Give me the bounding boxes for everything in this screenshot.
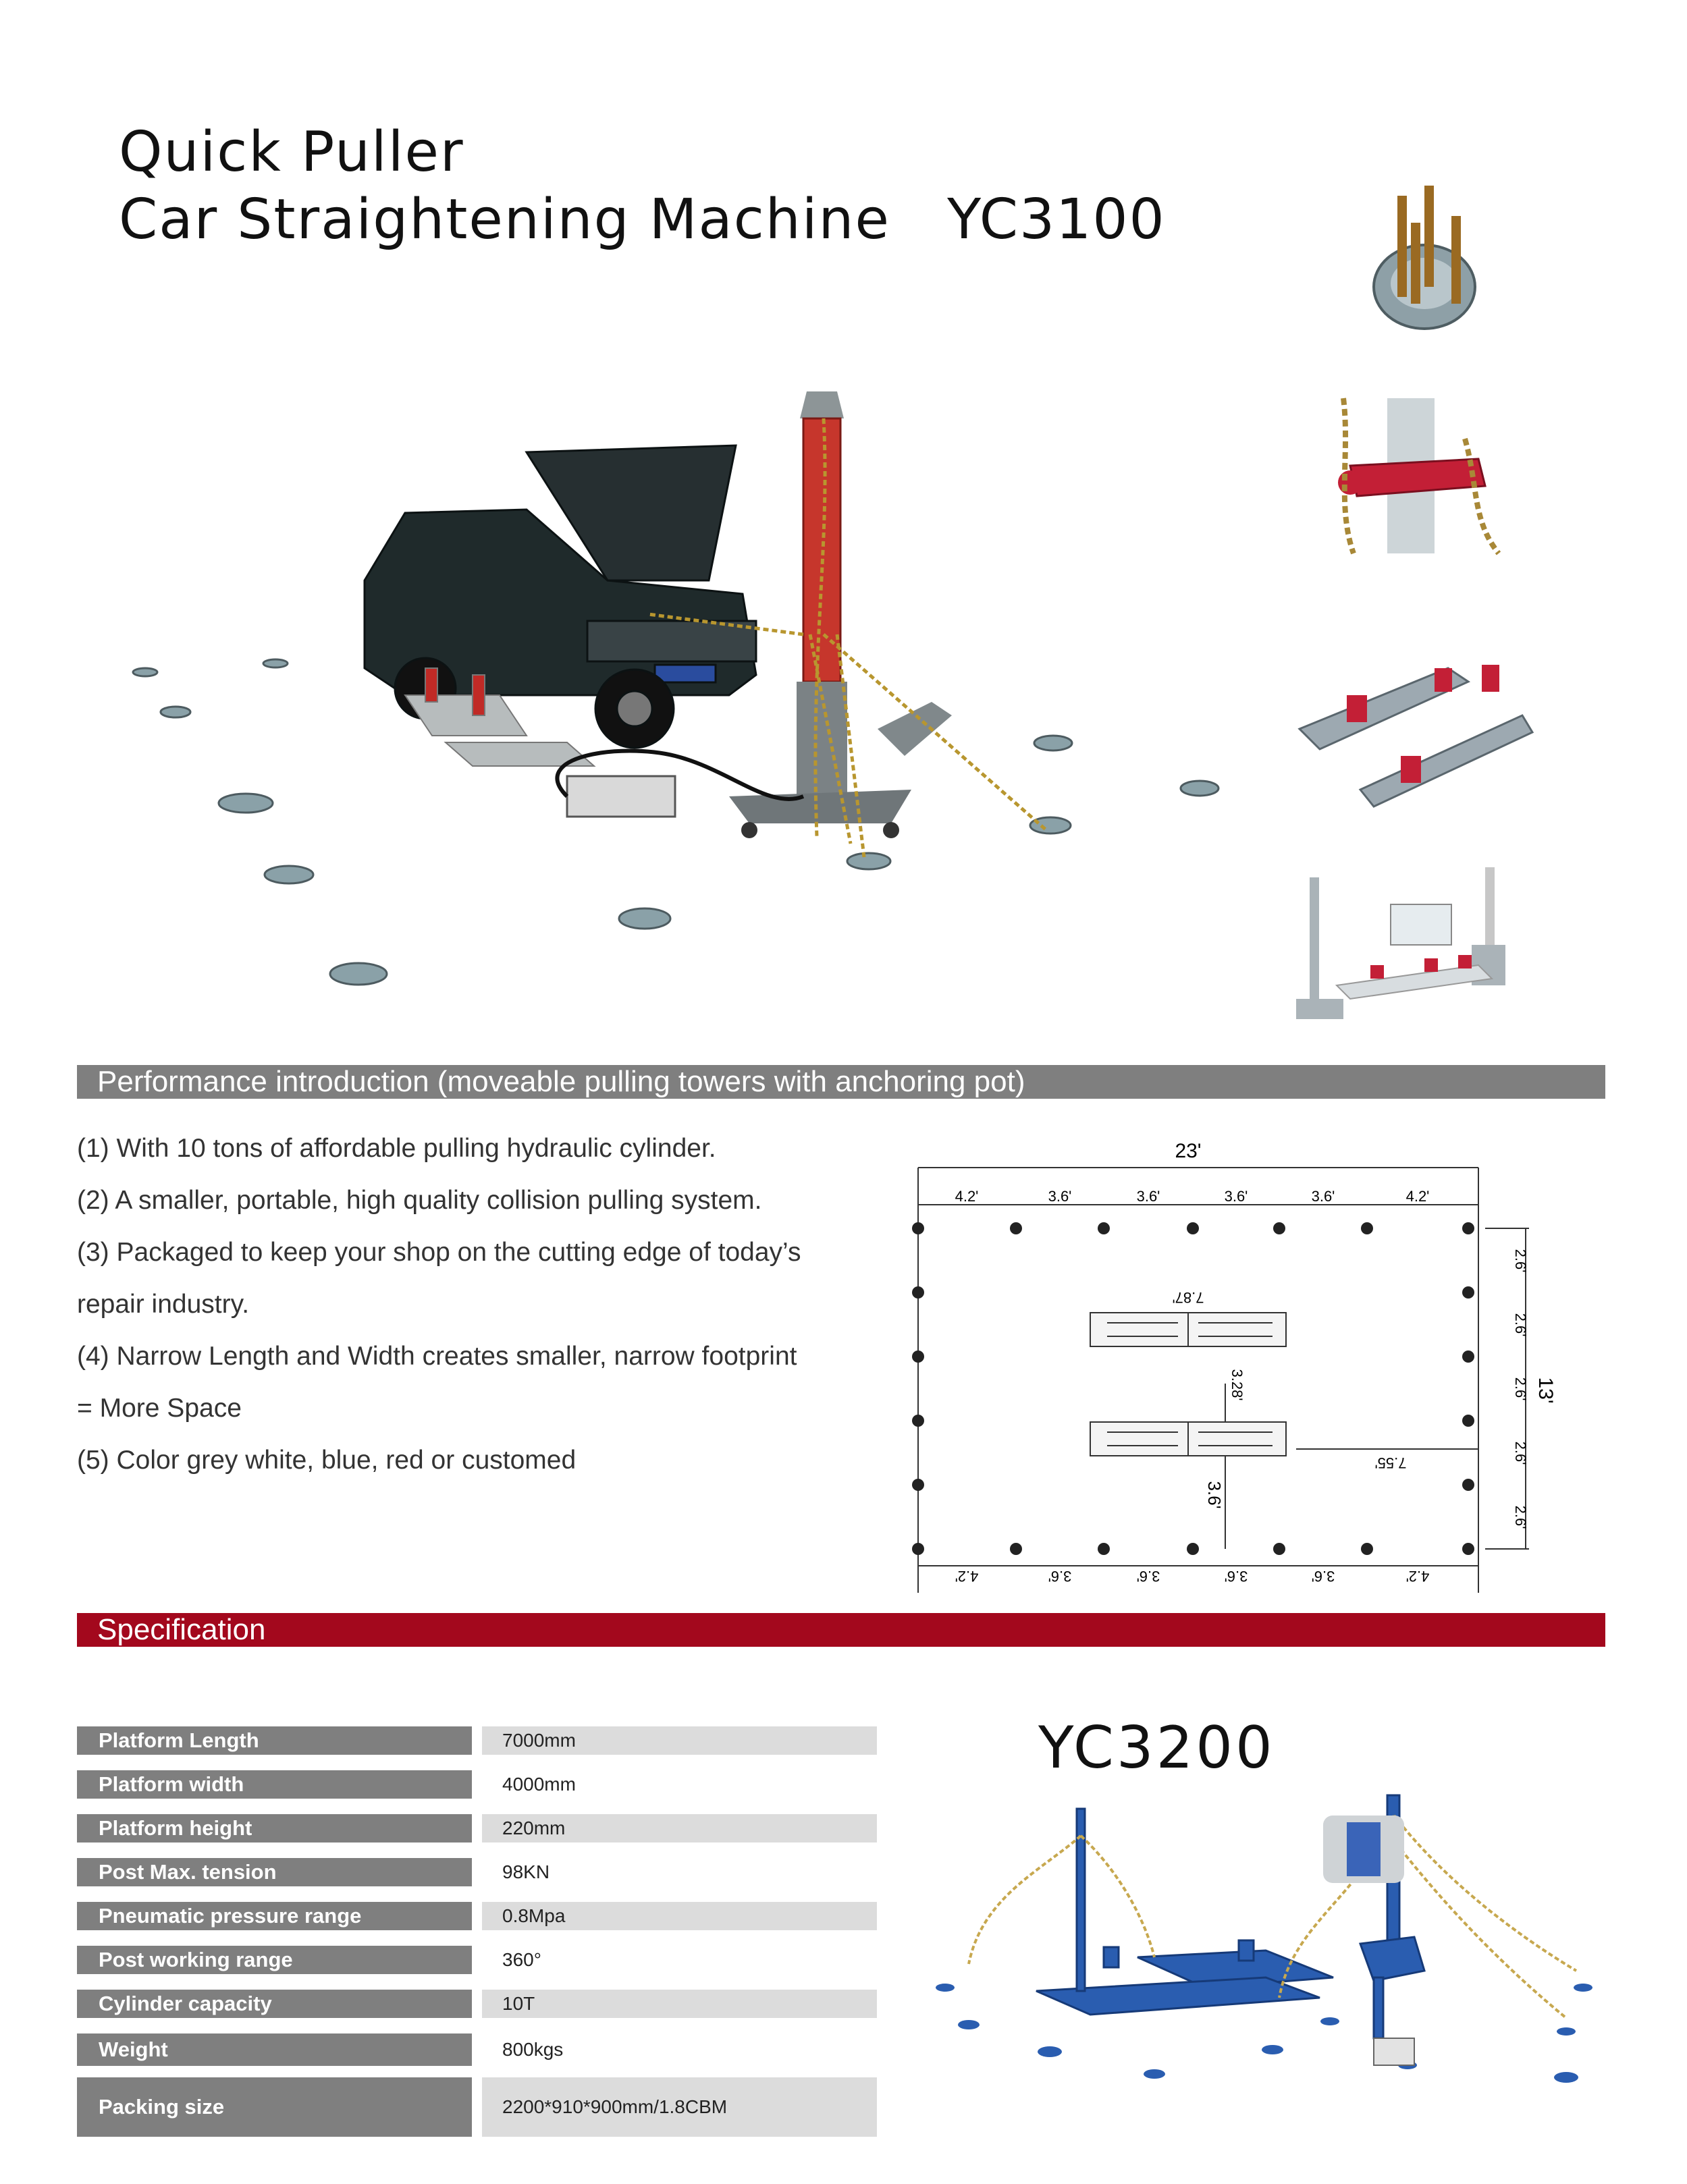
- intro-line-7: (5) Color grey white, blue, red or customed: [77, 1446, 577, 1475]
- spec-label-pneumatic-pressure: Pneumatic pressure range: [77, 1902, 472, 1930]
- center-offset-label: 3.6': [1204, 1481, 1225, 1509]
- top-segment-3: 3.6': [1136, 1188, 1160, 1205]
- spec-label-post-working-range: Post working range: [77, 1946, 472, 1974]
- overall-width-label: 23': [1175, 1140, 1202, 1162]
- spec-label-platform-width: Platform width: [77, 1770, 472, 1799]
- yc3200-photo: [928, 1795, 1597, 2099]
- spec-label-packing-size: Packing size: [77, 2077, 472, 2137]
- overall-height-label: 13': [1534, 1377, 1557, 1404]
- top-segment-1: 4.2': [955, 1188, 979, 1205]
- anchor-points: [912, 1222, 1474, 1555]
- rail-length-label: 7.87': [1172, 1289, 1204, 1306]
- right-segment-1: 2.6': [1512, 1249, 1529, 1273]
- machine-overview-icon: [1296, 864, 1505, 1039]
- yc3200-model-title: YC3200: [1038, 1714, 1275, 1782]
- performance-heading: Performance introduction (moveable pulling towers with anchoring pot): [77, 1065, 1605, 1099]
- spec-label-platform-length: Platform Length: [77, 1726, 472, 1755]
- bottom-segment-6: 4.2': [1405, 1568, 1430, 1585]
- spec-value-packing-size: 2200*910*900mm/1.8CBM: [482, 2077, 877, 2137]
- bottom-segment-3: 3.6': [1136, 1568, 1160, 1585]
- platform-rails-icon: [1300, 655, 1536, 810]
- intro-line-6: = More Space: [77, 1394, 242, 1423]
- right-segment-5: 2.6': [1512, 1505, 1529, 1529]
- spec-value-post-max-tension: 98KN: [482, 1858, 877, 1886]
- bottom-segment-1: 4.2': [955, 1568, 979, 1585]
- spec-heading: Specification: [77, 1613, 1605, 1647]
- spec-label-post-max-tension: Post Max. tension: [77, 1858, 472, 1886]
- intro-line-1: (1) With 10 tons of affordable pulling hydraulic cylinder.: [77, 1134, 716, 1163]
- yc3200-pump: [1374, 2038, 1414, 2065]
- top-segment-5: 3.6': [1311, 1188, 1335, 1205]
- bottom-segment-4: 3.6': [1224, 1568, 1248, 1585]
- spec-value-platform-length: 7000mm: [482, 1726, 877, 1755]
- intro-line-4: repair industry.: [77, 1290, 250, 1319]
- right-segment-3: 2.6': [1512, 1377, 1529, 1401]
- top-segment-2: 3.6': [1048, 1188, 1072, 1205]
- bottom-segment-5: 3.6': [1311, 1568, 1335, 1585]
- intro-line-2: (2) A smaller, portable, high quality collision pulling system.: [77, 1186, 762, 1215]
- spec-label-weight: Weight: [77, 2033, 472, 2066]
- side-offset-label: 7.55': [1374, 1454, 1407, 1471]
- rails: [1090, 1313, 1286, 1456]
- spec-value-pneumatic-pressure: 0.8Mpa: [482, 1902, 877, 1930]
- hero-photo: [122, 378, 1229, 999]
- spec-label-cylinder-capacity: Cylinder capacity: [77, 1990, 472, 2018]
- spec-label-platform-height: Platform height: [77, 1814, 472, 1842]
- rail-gap-label: 3.28': [1229, 1369, 1246, 1401]
- bottom-segment-2: 3.6': [1048, 1568, 1072, 1585]
- spec-value-post-working-range: 360°: [482, 1946, 877, 1974]
- pulling-tower: [729, 391, 952, 838]
- right-segment-2: 2.6': [1512, 1313, 1529, 1337]
- spec-value-platform-width: 4000mm: [482, 1770, 877, 1799]
- spec-value-weight: 800kgs: [482, 2033, 877, 2066]
- intro-line-3: (3) Packaged to keep your shop on the cutting edge of today’s: [77, 1238, 801, 1267]
- anchor-pots: [133, 659, 1219, 985]
- intro-line-5: (4) Narrow Length and Width creates smaller, narrow footprint: [77, 1342, 797, 1371]
- top-segment-4: 3.6': [1224, 1188, 1248, 1205]
- anchoring-pot-icon: [1357, 182, 1492, 337]
- dimension-diagram: [891, 1134, 1557, 1593]
- chain-clamp-icon: [1330, 398, 1505, 553]
- spec-value-cylinder-capacity: 10T: [482, 1990, 877, 2018]
- title-line-2: Car Straightening Machine YC3100: [119, 188, 1166, 252]
- title-line-1: Quick Puller: [119, 120, 464, 184]
- spec-value-platform-height: 220mm: [482, 1814, 877, 1842]
- top-segment-6: 4.2': [1405, 1188, 1430, 1205]
- right-segment-4: 2.6': [1512, 1441, 1529, 1465]
